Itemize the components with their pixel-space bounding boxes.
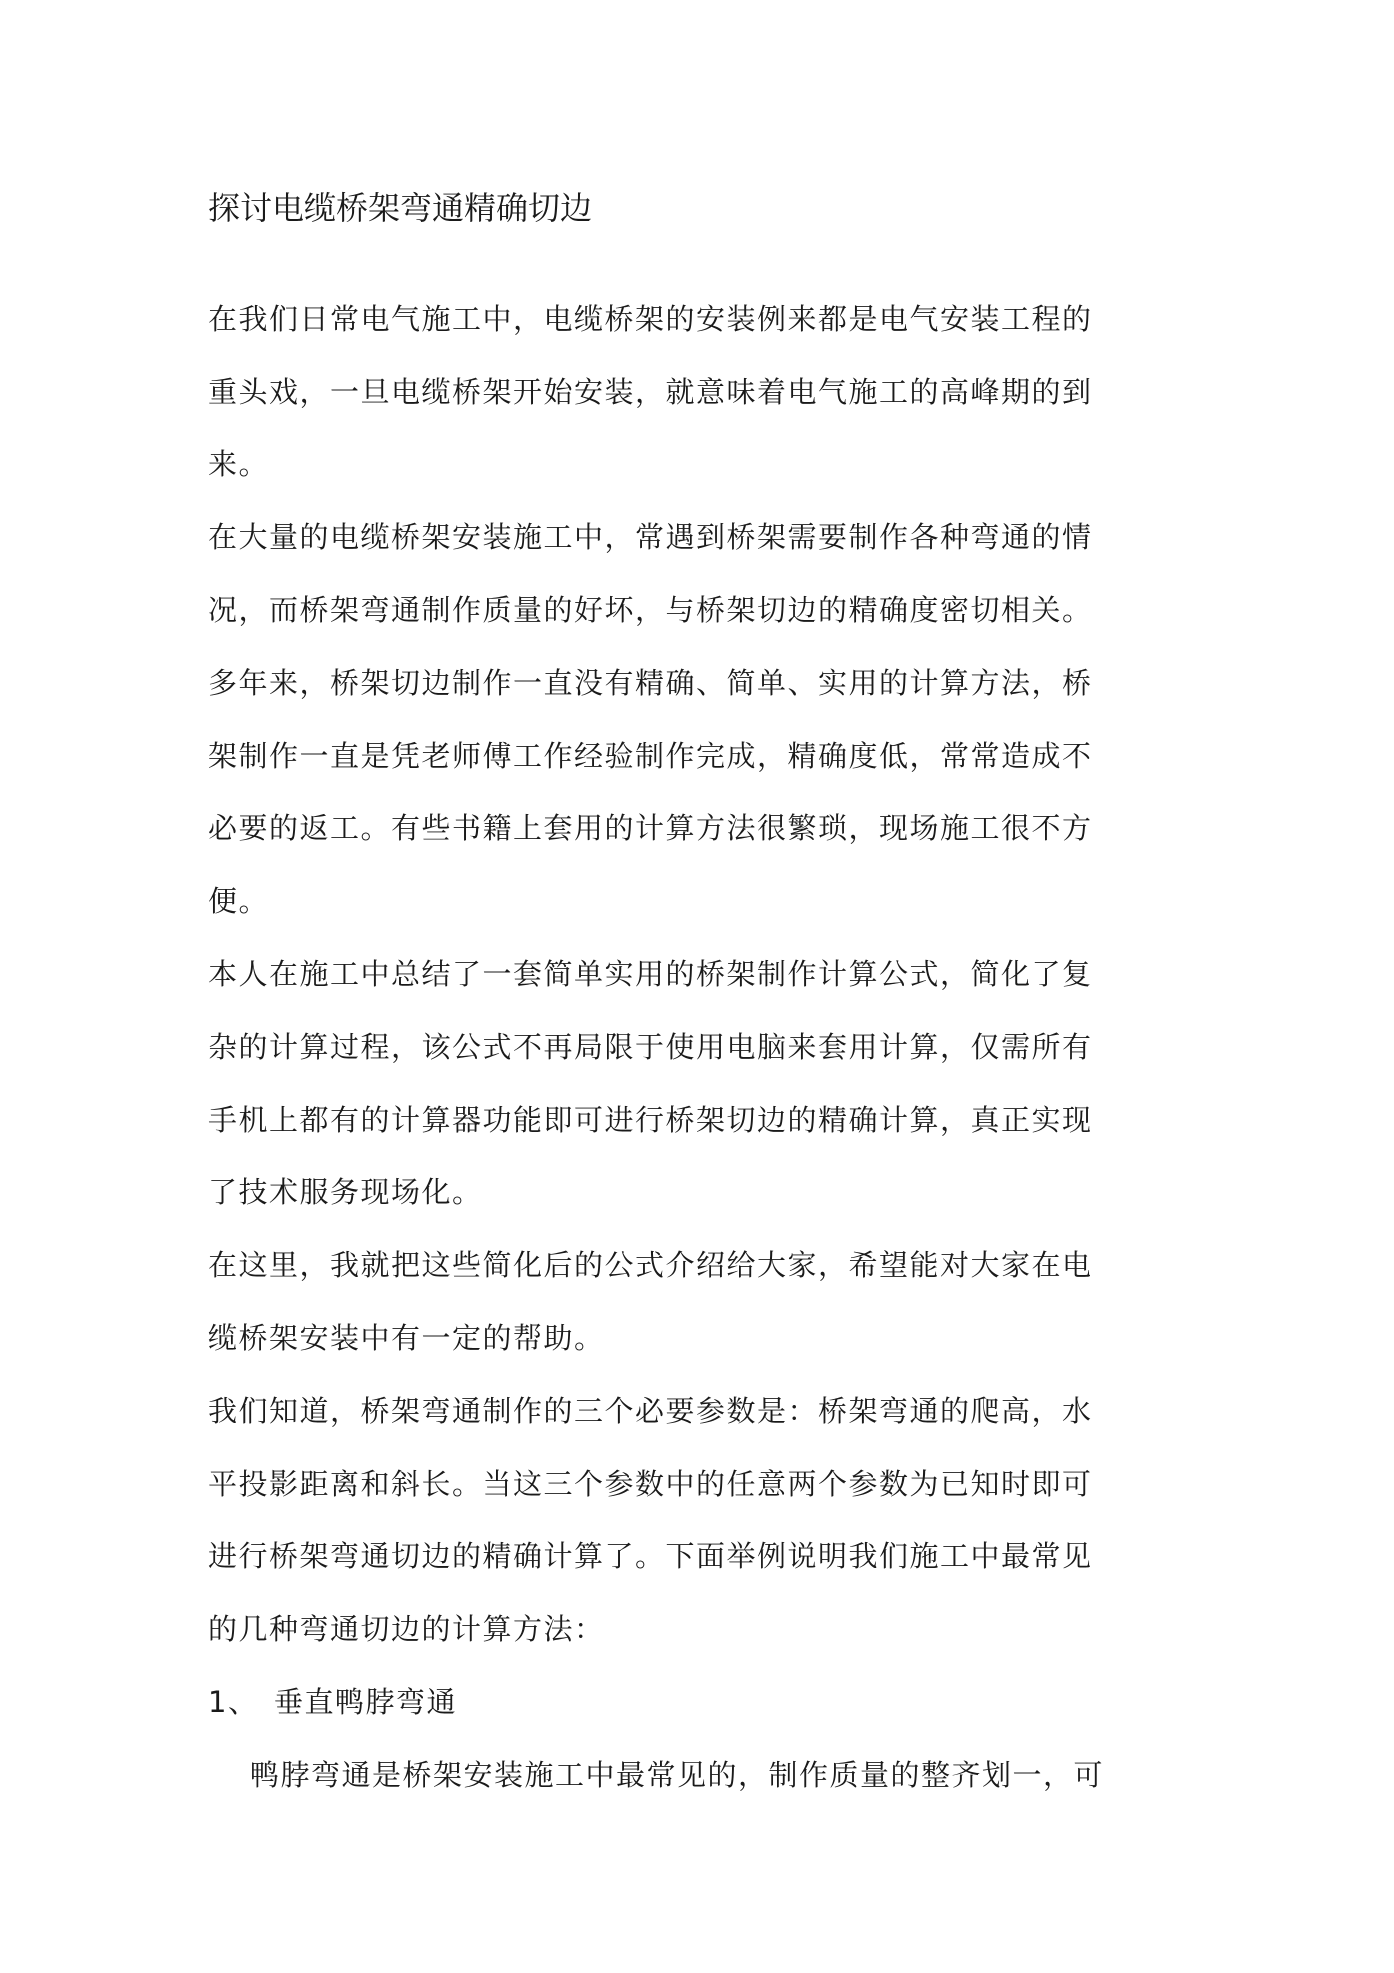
body-line: 在这里，我就把这些简化后的公式介绍给大家，希望能对大家在电 [208, 1248, 1093, 1282]
body-line: 了技术服务现场化。 [208, 1175, 483, 1209]
body-line: 的几种弯通切边的计算方法： [208, 1612, 605, 1646]
body-line: 况，而桥架弯通制作质量的好坏，与桥架切边的精确度密切相关。 [208, 593, 1093, 627]
body-line: 来。 [208, 447, 270, 481]
body-line: 重头戏，一旦电缆桥架开始安装，就意味着电气施工的高峰期的到 [208, 375, 1093, 409]
section-heading-text: 垂直鸭脖弯通 [274, 1685, 458, 1719]
document-title: 探讨电缆桥架弯通精确切边 [208, 189, 593, 227]
body-line: 平投影距离和斜长。当这三个参数中的任意两个参数为已知时即可 [208, 1467, 1093, 1501]
body-line: 多年来，桥架切边制作一直没有精确、简单、实用的计算方法，桥 [208, 666, 1093, 700]
body-line: 进行桥架弯通切边的精确计算了。下面举例说明我们施工中最常见 [208, 1539, 1093, 1573]
body-line: 必要的返工。有些书籍上套用的计算方法很繁琐，现场施工很不方 [208, 811, 1093, 845]
body-line: 我们知道，桥架弯通制作的三个必要参数是：桥架弯通的爬高，水 [208, 1394, 1093, 1428]
section-number: 1、 [208, 1685, 259, 1719]
body-line: 在大量的电缆桥架安装施工中，常遇到桥架需要制作各种弯通的情 [208, 520, 1093, 554]
section-heading [208, 1674, 457, 1730]
body-line: 杂的计算过程，该公式不再局限于使用电脑来套用计算，仅需所有 [208, 1030, 1093, 1064]
section-body-line: 鸭脖弯通是桥架安装施工中最常见的，制作质量的整齐划一，可 [250, 1758, 1105, 1792]
body-line: 架制作一直是凭老师傅工作经验制作完成，精确度低，常常造成不 [208, 739, 1093, 773]
body-line: 本人在施工中总结了一套简单实用的桥架制作计算公式，简化了复 [208, 957, 1093, 991]
body-line: 在我们日常电气施工中，电缆桥架的安装例来都是电气安装工程的 [208, 302, 1093, 336]
body-line: 缆桥架安装中有一定的帮助。 [208, 1321, 605, 1355]
body-line: 便。 [208, 884, 270, 918]
body-line: 手机上都有的计算器功能即可进行桥架切边的精确计算，真正实现 [208, 1103, 1093, 1137]
